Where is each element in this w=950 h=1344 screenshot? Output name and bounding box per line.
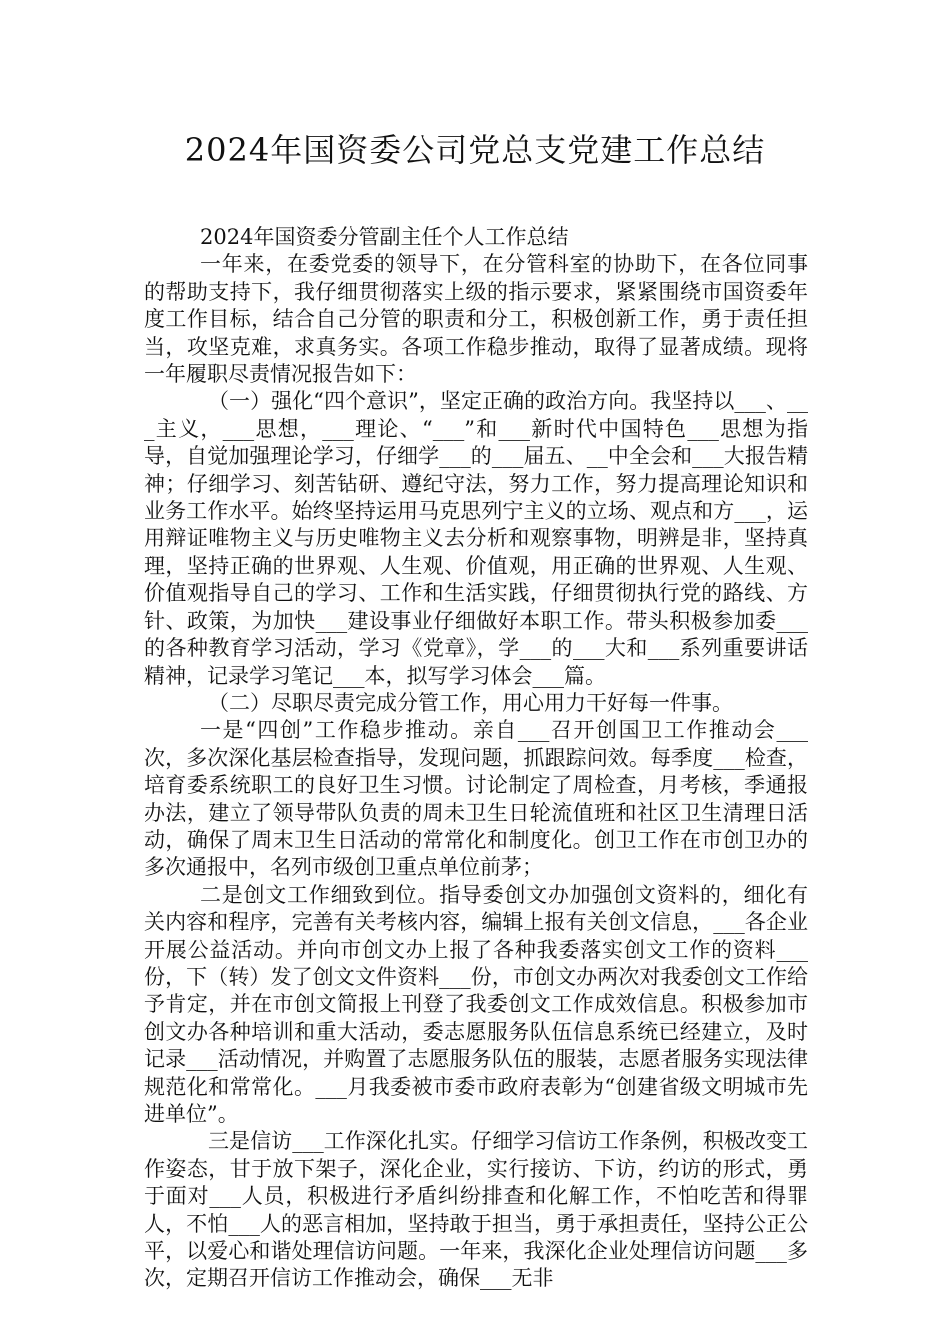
- document-title: 2024年国资委公司党总支党建工作总结: [184, 131, 766, 169]
- document-body: [144, 224, 808, 1293]
- paragraph-section-two: （二）尽职尽责完成分管工作，用心用力干好每一件事。: [208, 690, 733, 715]
- paragraph-item-two: 二是创文工作细致到位。指导委创文办加强创文资料的，细化有关内容和程序，完善有关考核内容，编辑上报有关创文信息，___各企业开展公益活动。并向市创文办上报了各种我委落实创文工作的资料___份，下（转）发了创文文件资料___份，市创文办两次对我委创文工作给予肯定，并在市创文简报上刊登了我委创文工作成效信息。积极参加市创文办各种培训和重大活动，委志愿服务队伍信息系统已经建立，及时记录___活动情况，并购置了志愿服务队伍的服装，志愿者服务实现法律规范化和常常化。___月我委被市委市政府表彰为“创建省级文明城市先进单位”。: [144, 882, 808, 1126]
- paragraph-intro: 一年来，在委党委的领导下，在分管科室的协助下，在各位同事的帮助支持下，我仔细贯彻落实上级的指示要求，紧紧围绕市国资委年度工作目标，结合自己分管的职责和分工，积极创新工作，勇于责任担当，攻坚克难，求真务实。各项工作稳步推动，取得了显著成绩。现将一年履职尽责情况报告如下：: [144, 252, 808, 387]
- document-subtitle: 2024年国资委分管副主任个人工作总结: [200, 225, 569, 249]
- paragraph-item-one: 一是“四创”工作稳步推动。亲自___召开创国卫工作推动会___次，多次深化基层检查指导，发现问题，抓跟踪问效。每季度___检查，培育委系统职工的良好卫生习惯。讨论制定了周检查，月考核，季通报办法，建立了领导带队负责的周未卫生日轮流值班和社区卫生清理日活动，确保了周末卫生日活动的常常化和制度化。创卫工作在市创卫办的多次通报中，名列市级创卫重点单位前茅；: [144, 718, 808, 880]
- paragraph-item-three: 三是信访___工作深化扎实。仔细学习信访工作条例，积极改变工作姿态，甘于放下架子，深化企业，实行接访、下访，约访的形式，勇于面对___人员，积极进行矛盾纠纷排查和化解工作，不怕吃苦和得罪人，不怕___人的恶言相加，坚持敢于担当，勇于承担责任，坚持公正公平，以爱心和谐处理信访问题。一年来，我深化企业处理信访问题___多次，定期召开信访工作推动会，确保___无非: [144, 1129, 808, 1291]
- paragraph-section-one: （一）强化“四个意识”，坚定正确的政治方向。我坚持以___、___主义，___思想，___理论、“___”和___新时代中国特色___思想为指导，自觉加强理论学习，仔细学___的___届五、__中全会和___大报告精神；仔细学习、刻苦钻研、遵纪守法，努力工作，努力提高理论知识和业务工作水平。始终坚持运用马克思列宁主义的立场、观点和方___，运用辩证唯物主义与历史唯物主义去分析和观察事物，明辨是非，坚持真理，坚持正确的世界观、人生观、价值观，用正确的世界观、人生观、价值观指导自己的学习、工作和生活实践，仔细贯彻执行党的路线、方针、政策，为加快___建设事业仔细做好本职工作。带头积极参加委___的各种教育学习活动，学习《党章》，学___的___大和___系列重要讲话精神，记录学习笔记___本，拟写学习体会___篇。: [144, 389, 808, 688]
